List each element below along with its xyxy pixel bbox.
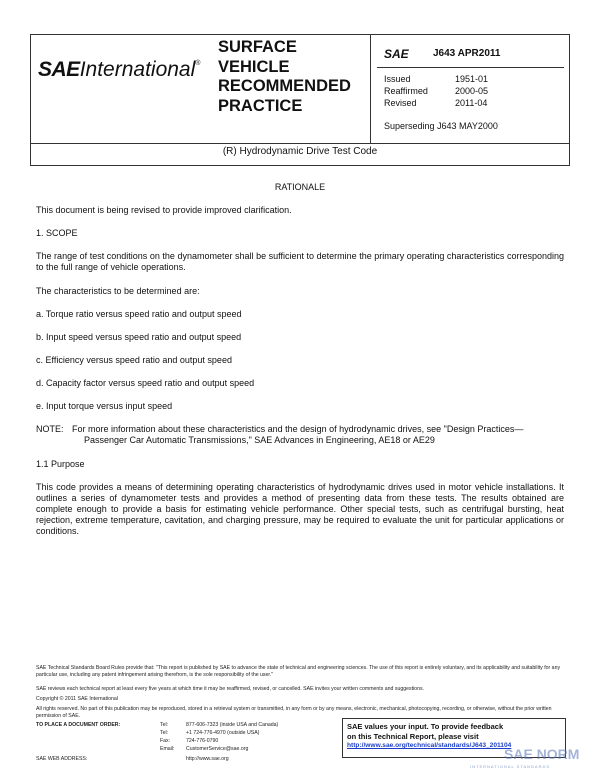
rationale-text: This document is being revised to provide improved clarification. [36,205,292,215]
scope-text: The range of test conditions on the dynamometer shall be sufficient to determine the primary operating characteristics corresponding to the full range of vehicle operations. [36,251,564,272]
characteristic-item: e. Input torque versus input speed [36,401,173,411]
feedback-line-1: SAE values your input. To provide feedback [347,722,504,731]
rights-text: All rights reserved. No part of this publication may be reproduced, stored in a retrieval system or transmitted, in any form or by any means, electronic, mechanical, photocopying, recording, or otherwise, without the prior written permission of SAE. [36,706,552,719]
issued-value: 1951-01 [455,74,489,84]
rationale-heading: RATIONALE [274,182,326,192]
copyright: Copyright © 2011 SAE International [36,696,118,702]
policy-text: SAE Technical Standards Board Rules provide that: "This report is published by SAE to advance the state of technical and engineering sciences. The use of this report is entirely voluntary, and its applicability and suitability for any particular use, including any patent infringement arising therefrom, is the sole responsibility of the user." [36,665,561,678]
characteristic-item: a. Torque ratio versus speed ratio and output speed [36,309,242,319]
contact-label: Tel: [160,730,169,736]
contact-label: Fax: [160,738,171,744]
sae-international-logo: SAEInternational® [38,58,201,81]
review-text: SAE reviews each technical report at least every five years at which time it may be reaffirmed, revised, or cancelled. SAE invites your written comments and suggestions. [36,686,424,692]
characteristic-item: c. Efficiency versus speed ratio and output speed [36,355,232,365]
contact-value[interactable]: CustomerService@sae.org [186,746,249,752]
document-type: SURFACE VEHICLE RECOMMENDED PRACTICE [218,38,351,115]
sae-norm-watermark: SAE NORM [504,746,580,762]
characteristics-intro: The characteristics to be determined are: [36,286,200,296]
contact-value: 877-606-7323 (inside USA and Canada) [186,722,279,728]
note-label: NOTE: [36,424,64,434]
reaffirmed-label: Reaffirmed [384,86,428,96]
feedback-link[interactable]: http://www.sae.org/technical/standards/J643_201104 [347,742,512,749]
revised-label: Revised [384,98,417,108]
superseding: Superseding J643 MAY2000 [384,121,498,131]
contact-label: Email: [160,746,175,752]
scope-heading: 1. SCOPE [36,228,78,238]
order-label: TO PLACE A DOCUMENT ORDER: [36,722,121,728]
sae-web-address-link[interactable]: http://www.sae.org [186,756,229,762]
sae-mark: SAE [384,47,409,61]
reaffirmed-value: 2000-05 [455,86,489,96]
purpose-heading: 1.1 Purpose [36,459,85,469]
note-line-1: For more information about these characteristics and the design of hydrodynamic drives, see "Design Practices— [72,424,524,434]
doc-number-rule [377,67,564,68]
web-label: SAE WEB ADDRESS: [36,756,88,762]
characteristic-item: b. Input speed versus speed ratio and output speed [36,332,242,342]
header-divider [370,34,371,143]
header-title-divider [30,143,570,144]
contact-value: 724-776-0790 [186,738,219,744]
characteristic-item: d. Capacity factor versus speed ratio and output speed [36,378,255,388]
document-number: J643 APR2011 [433,48,501,59]
purpose-text: This code provides a means of determining operating characteristics of hydrodynamic drives used in motor vehicle installations. It outlines a series of dynamometer tests and provides a method of presenting data from these tests. The results obtained are complete enough to provide a basis for estimating vehicle performance. Other special tests, such as centrifugal bursting, heat rejection, extreme temperature, cavitation, and charging pressure, may be required to evaluate the unit for particular applications or conditions. [36,482,564,536]
feedback-line-2: on this Technical Report, please visit [347,732,479,741]
revised-value: 2011-04 [455,98,488,108]
contact-label: Tel: [160,722,169,728]
issued-label: Issued [384,74,411,84]
note-line-2: Passenger Car Automatic Transmissions," SAE Advances in Engineering, AE18 or AE29 [84,435,435,445]
sae-norm-watermark-sub: INTERNATIONAL STANDARDS [470,764,551,769]
contact-value: +1 724-776-4970 (outside USA) [186,730,260,736]
document-title: (R) Hydrodynamic Drive Test Code [222,146,378,157]
